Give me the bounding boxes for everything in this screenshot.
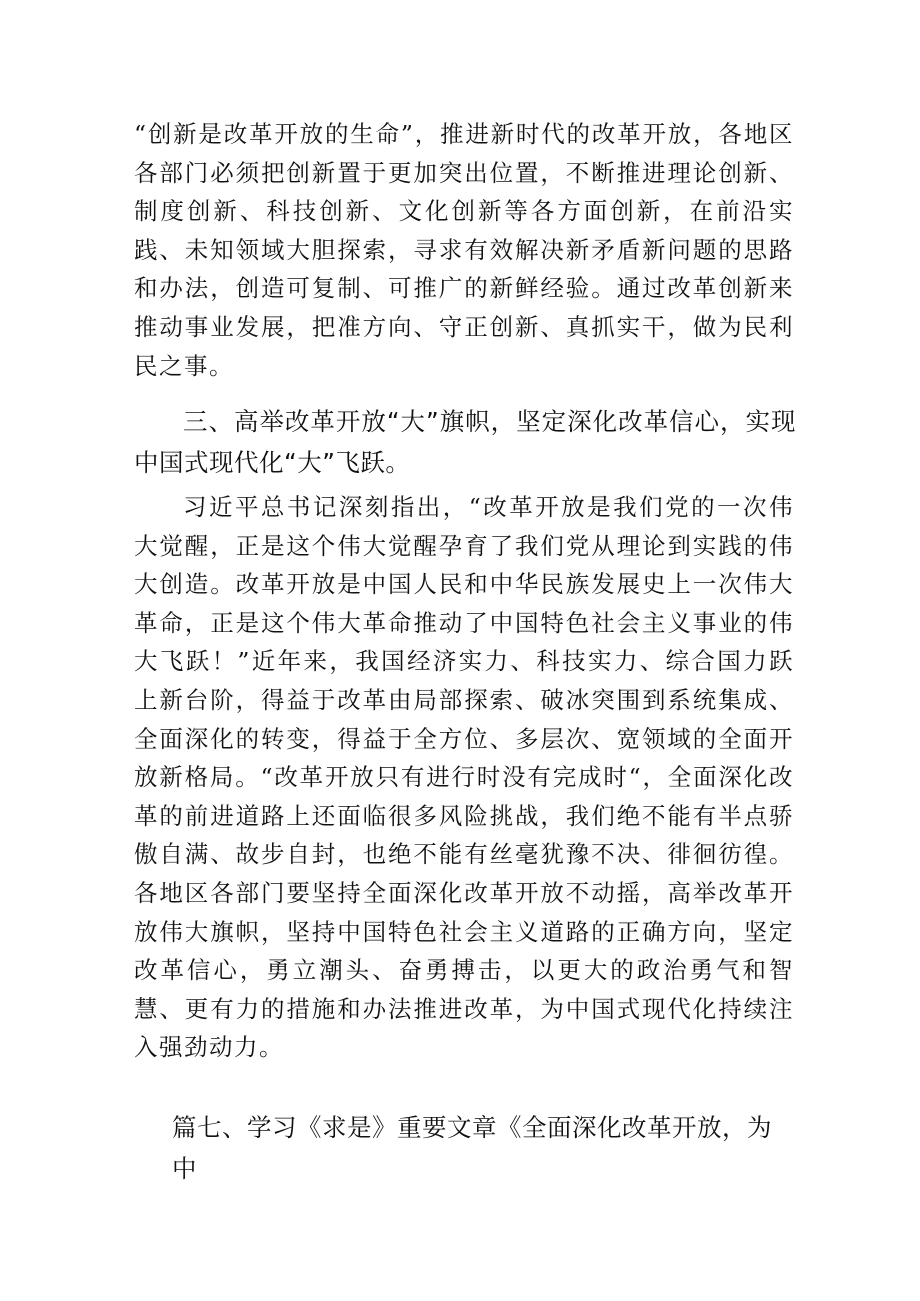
- section-heading-three: 三、高举改革开放“大”旗帜，坚定深化改革信心，实现中国式现代化“大”飞跃。: [134, 407, 796, 477]
- chapter-heading-seven: 篇七、学习《求是》重要文章《全面深化改革开放，为中: [172, 1113, 772, 1183]
- body-paragraph-innovation: “创新是改革开放的生命”，推进新时代的改革开放，各地区各部门必须把创新置于更加突出位置，不断推进理论创新、制度创新、科技创新、文化创新等各方面创新，在前沿实践、未知领域大胆探索，寻求有效解决新矛盾新问题的思路和办法，创造可复制、可推广的新鲜经验。通过改革创新来推动事业发展，把准方向、守正创新、真抓实干，做为民利民之事。: [134, 120, 794, 380]
- body-paragraph-reform: 习近平总书记深刻指出，“改革开放是我们党的一次伟大觉醒，正是这个伟大觉醒孕育了我们党从理论到实践的伟大创造。改革开放是中国人民和中华民族发展史上一次伟大革命，正是这个伟大革命推动了中国特色社会主义事业的伟大飞跃！”近年来，我国经济实力、科技实力、综合国力跃上新台阶，得益于改革由局部探索、破冰突围到系统集成、全面深化的转变，得益于全方位、多层次、宽领域的全面开放新格局。“改革开放只有进行时没有完成时“，全面深化改革的前进道路上还面临很多风险挑战，我们绝不能有半点骄傲自满、故步自封，也绝不能有丝毫犹豫不决、徘徊彷徨。各地区各部门要坚持全面深化改革开放不动摇，高举改革开放伟大旗帜，坚持中国特色社会主义道路的正确方向，坚定改革信心，勇立潮头、奋勇搏击，以更大的政治勇气和智慧、更有力的措施和办法推进改革，为中国式现代化持续注入强劲动力。: [134, 493, 794, 1062]
